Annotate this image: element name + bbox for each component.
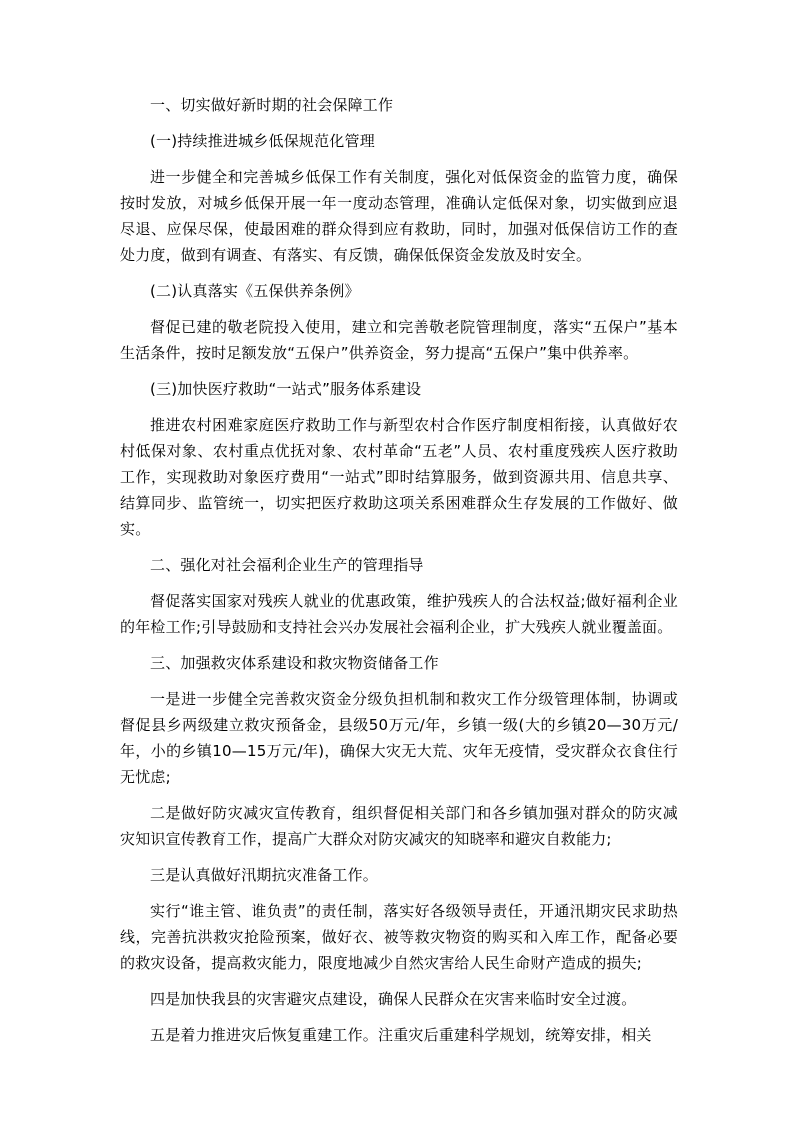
section-heading-3: 三、加强救灾体系建设和救灾物资储备工作 [150, 654, 439, 672]
subheading-2: (二)认真落实《五保供养条例》 [150, 282, 360, 300]
section-heading-1: 一、切实做好新时期的社会保障工作 [150, 96, 394, 114]
paragraph-2: 督促已建的敬老院投入使用，建立和完善敬老院管理制度，落实“五保户”基本生活条件，按时足额发放“五保户”供养资金，努力提高“五保户”集中供养率。 [120, 318, 678, 362]
paragraph-1: 进一步健全和完善城乡低保工作有关制度，强化对低保资金的监管力度，确保按时发放，对城乡低保开展一年一度动态管理，准确认定低保对象，切实做到应退尽退、应保尽保，使最困难的群众得到应有救助，同时，加强对低保信访工作的查处力度，做到有调查、有落实、有反馈，确保低保资金发放及时安全。 [120, 168, 678, 264]
paragraph-5: 一是进一步健全完善救灾资金分级负担机制和救灾工作分级管理体制，协调或督促县乡两级建立救灾预备金，县级50万元/年，乡镇一级(大的乡镇20—30万元/年，小的乡镇10—15万元/年)，确保大灾无大荒、灾年无疫情，受灾群众衣食住行无忧虑; [120, 690, 678, 786]
document-body [120, 92, 678, 1048]
paragraph-4: 督促落实国家对残疾人就业的优惠政策，维护残疾人的合法权益;做好福利企业的年检工作;引导鼓励和支持社会兴办发展社会福利企业，扩大残疾人就业覆盖面。 [120, 592, 678, 636]
paragraph-6: 二是做好防灾减灾宣传教育，组织督促相关部门和各乡镇加强对群众的防灾减灾知识宣传教育工作，提高广大群众对防灾减灾的知晓率和避灾自救能力; [120, 804, 678, 848]
subheading-3: (三)加快医疗救助“一站式”服务体系建设 [150, 380, 422, 398]
paragraph-3: 推进农村困难家庭医疗救助工作与新型农村合作医疗制度相衔接，认真做好农村低保对象、农村重点优抚对象、农村革命“五老”人员、农村重度残疾人医疗救助工作，实现救助对象医疗费用“一站式”即时结算服务，做到资源共用、信息共享、结算同步、监管统一，切实把医疗救助这项关系困难群众生存发展的工作做好、做实。 [120, 416, 678, 538]
paragraph-10: 五是着力推进灾后恢复重建工作。注重灾后重建科学规划，统筹安排，相关 [150, 1026, 652, 1044]
paragraph-7: 三是认真做好汛期抗灾准备工作。 [150, 866, 379, 884]
section-heading-2: 二、强化对社会福利企业生产的管理指导 [150, 556, 424, 574]
subheading-1: (一)持续推进城乡低保规范化管理 [150, 132, 375, 150]
paragraph-8: 实行“谁主管、谁负责”的责任制，落实好各级领导责任，开通汛期灾民求助热线，完善抗洪救灾抢险预案，做好衣、被等救灾物资的购买和入库工作，配备必要的救灾设备，提高救灾能力，限度地减少自然灾害给人民生命财产造成的损失; [120, 902, 678, 972]
paragraph-9: 四是加快我县的灾害避灾点建设，确保人民群众在灾害来临时安全过渡。 [150, 990, 637, 1008]
